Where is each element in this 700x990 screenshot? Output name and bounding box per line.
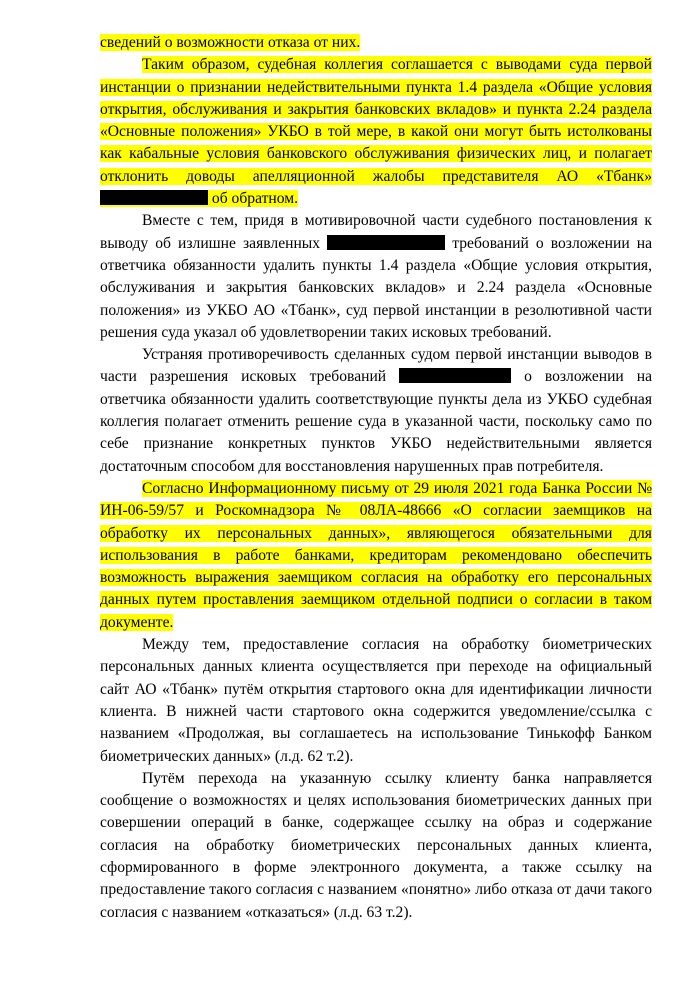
paragraph-2-text-b: об обратном.	[211, 190, 299, 208]
highlighted-text: Согласно Информационному письму от 29 июля 2021 года Банка России № ИН-06-59/57 и Роскомнадзора № 08ЛА-48666 «О согласии заемщиков на обработку их персональных данных», являющегося обязательными для использования в работе банками, кредиторам рекомендовано обеспечить возможность выражения заемщиком согласия на обработку его персональных данных путем проставления заемщиком отдельной подписи о согласии в таком документе.	[100, 479, 652, 631]
highlighted-text: сведений о возможности отказа от них.	[100, 34, 361, 51]
paragraph-4-text-a: Устраняя противоречивость сделанных судом первой инстанции выводов в части разрешения исковых требований	[100, 346, 652, 386]
paragraph-2	[100, 54, 652, 210]
redaction-block	[399, 368, 511, 383]
paragraph-6	[100, 634, 652, 768]
redaction-block	[100, 190, 208, 205]
paragraph-4	[100, 344, 652, 478]
paragraph-3-text-a: Вместе с тем, придя в мотивировочной части судебного постановления к выводу об излишне заявленных	[100, 212, 652, 252]
paragraph-3-text-b: требований о возложении на ответчика обязанности удалить пункты 1.4 раздела «Общие условия открытия, обслуживания и закрытия банковских вкладов» и 2.24 раздела «Основные положения» из УКБО АО «Тбанк», суд первой инстанции в резолютивной части решения суда указал об удовлетворении таких исковых требований.	[100, 234, 653, 341]
paragraph-6-text: Между тем, предоставление согласия на обработку биометрических персональных данных клиента осуществляется при переходе на официальный сайт АО «Тбанк» путём открытия стартового окна для идентификации личности клиента. В нижней части стартового окна содержится уведомление/ссылка с названием «Продолжая, вы соглашаетесь на использование Тинькофф Банком биометрических данных» (л.д. 62 т.2).	[100, 636, 652, 765]
paragraph-5	[100, 478, 652, 634]
redaction-block	[327, 235, 445, 250]
paragraph-2-text-a: Таким образом, судебная коллегия соглашается с выводами суда первой инстанции о признании недействительными пункта 1.4 раздела «Общие условия открытия, обслуживания и закрытия банковских вкладов» и пункта 2.24 раздела «Основные положения» УКБО в той мере, в какой они могут быть истолкованы как кабальные условия банковского обслуживания физических лиц, и полагает отклонить доводы апелляционной жалобы представителя АО «Тбанк»	[100, 56, 652, 185]
paragraph-4-text-b: о возложении на ответчика обязанности удалить соответствующие пункты дела из УКБО судебная коллегия полагает отменить решение суда в указанной части, поскольку само по себе признание конкретных пунктов УКБО недействительными является достаточным способом для восстановления нарушенных прав потребителя.	[100, 368, 652, 475]
paragraph-3	[100, 210, 652, 344]
highlighted-text	[100, 56, 652, 207]
paragraph-7-text: Путём перехода на указанную ссылку клиенту банка направляется сообщение о возможностях и целях использования биометрических данных при совершении операций в банке, содержащее ссылку на образ и содержание согласия на обработку биометрических персональных данных клиента, сформированного в форме электронного документа, а также ссылку на предоставление такого согласия с названием «понятно» либо отказа от дачи такого согласия с названием «отказаться» (л.д. 63 т.2).	[100, 769, 652, 921]
paragraph-7	[100, 768, 652, 924]
document-page	[100, 32, 652, 924]
paragraph-1	[100, 32, 652, 54]
